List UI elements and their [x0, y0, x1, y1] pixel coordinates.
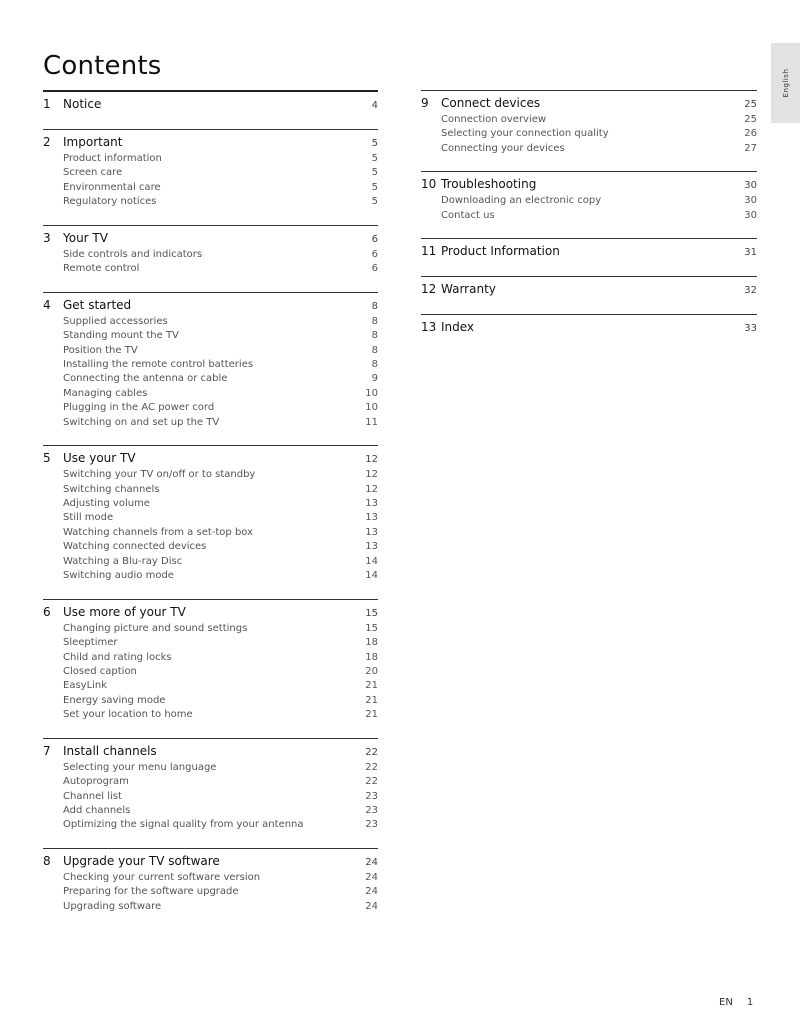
toc-entry[interactable]	[43, 791, 378, 805]
entry-page-number: 24	[365, 871, 378, 883]
entry-page-number: 24	[365, 886, 378, 898]
toc-section	[43, 445, 378, 585]
entry-title: Connecting your devices	[441, 142, 565, 154]
entry-title: Switching your TV on/off or to standby	[63, 469, 256, 481]
entry-page-number: 11	[365, 416, 378, 428]
section-page-number: 5	[371, 138, 378, 149]
section-title: Upgrade your TV software	[63, 853, 220, 868]
toc-section	[421, 90, 757, 157]
section-page-number: 22	[365, 746, 378, 758]
entry-page-number: 6	[371, 248, 378, 260]
toc-entry[interactable]	[43, 182, 378, 196]
entry-title: Switching audio mode	[63, 570, 174, 582]
entry-title: Environmental care	[63, 181, 161, 193]
entry-title: Screen care	[63, 167, 123, 179]
section-number: 12	[421, 282, 437, 297]
toc-entry[interactable]	[43, 901, 378, 915]
entry-title: Supplied accessories	[63, 315, 168, 327]
toc-section-heading[interactable]	[421, 96, 757, 114]
entry-page-number: 5	[371, 153, 378, 164]
entry-page-number: 15	[365, 622, 378, 634]
toc-section	[421, 314, 757, 338]
toc-entry[interactable]	[43, 886, 378, 900]
section-title: Install channels	[63, 743, 157, 758]
entry-page-number: 22	[365, 761, 378, 773]
toc-section	[43, 599, 378, 724]
section-page-number: 12	[365, 454, 378, 466]
entry-title: Channel list	[63, 790, 122, 802]
toc-section-heading[interactable]	[43, 97, 378, 115]
section-title: Important	[63, 135, 123, 149]
toc-entry[interactable]	[43, 167, 378, 181]
toc-entry[interactable]	[43, 512, 378, 526]
section-page-number: 31	[744, 247, 757, 259]
section-number: 11	[421, 244, 437, 259]
toc-entry[interactable]	[43, 402, 378, 416]
section-title: Warranty	[441, 282, 496, 297]
page-footer	[719, 997, 753, 1008]
entry-title: Upgrading software	[63, 900, 162, 912]
entry-page-number: 23	[365, 819, 378, 831]
entry-title: Checking your current software version	[63, 871, 261, 883]
entry-page-number: 21	[365, 680, 378, 692]
toc-entry[interactable]	[43, 570, 378, 584]
entry-title: Changing picture and sound settings	[63, 622, 248, 634]
toc-entry[interactable]	[421, 128, 757, 142]
entry-page-number: 26	[744, 128, 757, 140]
toc-entry[interactable]	[43, 872, 378, 886]
entry-page-number: 24	[365, 900, 378, 912]
toc-entry[interactable]	[43, 680, 378, 694]
toc-section-heading[interactable]	[421, 177, 757, 195]
toc-entry[interactable]	[43, 652, 378, 666]
section-page-number: 25	[744, 99, 757, 110]
entry-title: Regulatory notices	[63, 196, 157, 208]
toc-section-heading[interactable]	[43, 451, 378, 469]
section-title: Use more of your TV	[63, 604, 186, 619]
section-number: 7	[43, 743, 51, 758]
toc-entry[interactable]	[43, 695, 378, 709]
section-title: Notice	[63, 97, 102, 111]
toc-entry[interactable]	[43, 666, 378, 680]
entry-page-number: 6	[371, 263, 378, 275]
toc-right-column	[421, 90, 757, 352]
toc-entry[interactable]	[43, 249, 378, 263]
entry-title: Autoprogram	[63, 776, 129, 788]
section-title: Get started	[63, 297, 132, 312]
entry-page-number: 30	[744, 195, 757, 207]
section-title: Use your TV	[63, 451, 136, 466]
toc-entry[interactable]	[43, 484, 378, 498]
section-number: 5	[43, 451, 51, 466]
section-page-number: 4	[371, 100, 378, 111]
entry-page-number: 21	[365, 694, 378, 706]
entry-title: Optimizing the signal quality from your antenna	[63, 819, 304, 831]
entry-title: Connection overview	[441, 114, 547, 125]
entry-page-number: 18	[365, 637, 378, 649]
toc-entry[interactable]	[421, 210, 757, 224]
entry-page-number: 12	[365, 469, 378, 481]
toc-section	[43, 848, 378, 915]
toc-entry[interactable]	[43, 469, 378, 483]
toc-section	[421, 276, 757, 300]
entry-title: Watching a Blu-ray Disc	[63, 555, 183, 567]
toc-section-heading[interactable]	[43, 135, 378, 153]
entry-title: Switching channels	[63, 483, 160, 495]
toc-section-heading[interactable]	[421, 282, 757, 300]
entry-title: Selecting your menu language	[63, 761, 217, 773]
entry-title: Child and rating locks	[63, 651, 172, 663]
toc-section	[43, 225, 378, 278]
toc-entry[interactable]	[421, 114, 757, 128]
section-page-number: 30	[744, 180, 757, 192]
section-page-number: 32	[744, 285, 757, 297]
entry-page-number: 13	[365, 526, 378, 538]
toc-section-heading[interactable]	[43, 605, 378, 623]
entry-title: Connecting the antenna or cable	[63, 373, 228, 385]
toc-section-heading[interactable]	[421, 320, 757, 338]
entry-page-number: 23	[365, 790, 378, 802]
entry-title: Remote control	[63, 263, 140, 275]
entry-title: Watching channels from a set-top box	[63, 526, 254, 538]
entry-title: Still mode	[63, 512, 114, 524]
entry-title: Position the TV	[63, 344, 138, 356]
toc-entry[interactable]	[43, 556, 378, 570]
toc-section-heading[interactable]	[43, 744, 378, 762]
section-title: Index	[441, 320, 475, 335]
entry-title: Preparing for the software upgrade	[63, 886, 239, 898]
entry-page-number: 5	[371, 196, 378, 208]
entry-title: Closed caption	[63, 665, 137, 677]
toc-entry[interactable]	[421, 195, 757, 209]
entry-title: Product information	[63, 153, 162, 164]
section-title: Your TV	[63, 230, 108, 245]
toc-entry[interactable]	[43, 776, 378, 790]
toc-section	[421, 238, 757, 262]
entry-title: Side controls and indicators	[63, 248, 203, 260]
toc-entry[interactable]	[43, 498, 378, 512]
entry-page-number: 8	[371, 315, 378, 327]
toc-section	[43, 738, 378, 834]
section-page-number: 8	[371, 300, 378, 312]
section-number: 6	[43, 604, 51, 619]
section-number: 2	[43, 135, 51, 149]
entry-page-number: 10	[365, 387, 378, 399]
toc-entry[interactable]	[43, 263, 378, 277]
section-number: 1	[43, 97, 51, 111]
entry-page-number: 12	[365, 483, 378, 495]
toc-entry[interactable]	[43, 527, 378, 541]
toc-entry[interactable]	[43, 623, 378, 637]
toc-entry[interactable]	[43, 637, 378, 651]
section-number: 3	[43, 230, 51, 245]
toc-entry[interactable]	[43, 359, 378, 373]
entry-page-number: 22	[365, 776, 378, 788]
entry-title: Watching connected devices	[63, 541, 207, 553]
entry-page-number: 25	[744, 114, 757, 125]
entry-page-number: 18	[365, 651, 378, 663]
toc-entry[interactable]	[43, 373, 378, 387]
entry-title: Managing cables	[63, 387, 148, 399]
toc-section	[43, 129, 378, 211]
toc-entry[interactable]	[43, 805, 378, 819]
entry-title: Energy saving mode	[63, 694, 166, 706]
entry-title: Adjusting volume	[63, 498, 150, 509]
entry-page-number: 13	[365, 498, 378, 509]
entry-title: Contact us	[441, 209, 495, 221]
entry-page-number: 13	[365, 541, 378, 553]
toc-entry[interactable]	[43, 330, 378, 344]
toc-entry[interactable]	[43, 388, 378, 402]
toc-section	[421, 171, 757, 224]
section-page-number: 6	[371, 233, 378, 245]
footer-language: EN	[719, 997, 733, 1008]
language-tab	[771, 43, 800, 123]
entry-page-number: 30	[744, 209, 757, 221]
toc-entry[interactable]	[43, 819, 378, 833]
entry-page-number: 23	[365, 805, 378, 816]
entry-page-number: 13	[365, 512, 378, 524]
section-page-number: 24	[365, 856, 378, 868]
entry-title: Selecting your connection quality	[441, 128, 609, 140]
section-title: Troubleshooting	[441, 177, 537, 192]
entry-page-number: 8	[371, 330, 378, 342]
toc-section-heading[interactable]	[43, 298, 378, 316]
toc-section-heading[interactable]	[421, 244, 757, 262]
toc-entry[interactable]	[43, 345, 378, 359]
entry-page-number: 10	[365, 402, 378, 414]
entry-title: Plugging in the AC power cord	[63, 402, 215, 414]
entry-page-number: 14	[365, 570, 378, 582]
section-number: 8	[43, 853, 51, 868]
toc-section-heading[interactable]	[43, 231, 378, 249]
section-number: 9	[421, 96, 429, 110]
toc-entry[interactable]	[43, 762, 378, 776]
toc-left-column	[43, 90, 378, 929]
toc-entry[interactable]	[43, 316, 378, 330]
entry-page-number: 8	[371, 358, 378, 370]
section-page-number: 33	[744, 323, 757, 335]
section-title: Product Information	[441, 244, 560, 259]
entry-title: Sleeptimer	[63, 637, 118, 649]
toc-section	[43, 292, 378, 432]
entry-page-number: 5	[371, 181, 378, 193]
entry-title: EasyLink	[63, 680, 108, 692]
language-tab-label: English	[781, 68, 790, 98]
entry-title: Add channels	[63, 805, 131, 816]
entry-page-number: 14	[365, 555, 378, 567]
section-number: 13	[421, 320, 437, 335]
toc-entry[interactable]	[43, 709, 378, 723]
entry-title: Standing mount the TV	[63, 330, 179, 342]
entry-page-number: 9	[371, 373, 378, 385]
section-title: Connect devices	[441, 96, 541, 110]
entry-page-number: 20	[365, 665, 378, 677]
toc-entry[interactable]	[43, 196, 378, 210]
section-number: 10	[421, 177, 437, 192]
entry-title: Downloading an electronic copy	[441, 195, 602, 207]
entry-title: Set your location to home	[63, 709, 193, 721]
entry-page-number: 8	[371, 344, 378, 356]
entry-page-number: 21	[365, 709, 378, 721]
toc-entry[interactable]	[421, 143, 757, 157]
footer-page-number: 1	[746, 997, 754, 1008]
toc-section	[43, 90, 378, 115]
entry-title: Switching on and set up the TV	[63, 416, 220, 428]
section-number: 4	[43, 297, 51, 312]
entry-title: Installing the remote control batteries	[63, 358, 254, 370]
entry-page-number: 5	[371, 167, 378, 179]
section-page-number: 15	[365, 607, 378, 619]
entry-page-number: 27	[744, 142, 757, 154]
toc-section-heading[interactable]	[43, 854, 378, 872]
toc-entry[interactable]	[43, 541, 378, 555]
toc-entry[interactable]	[43, 417, 378, 431]
toc-entry[interactable]	[43, 153, 378, 167]
page-title: Contents	[43, 51, 162, 82]
